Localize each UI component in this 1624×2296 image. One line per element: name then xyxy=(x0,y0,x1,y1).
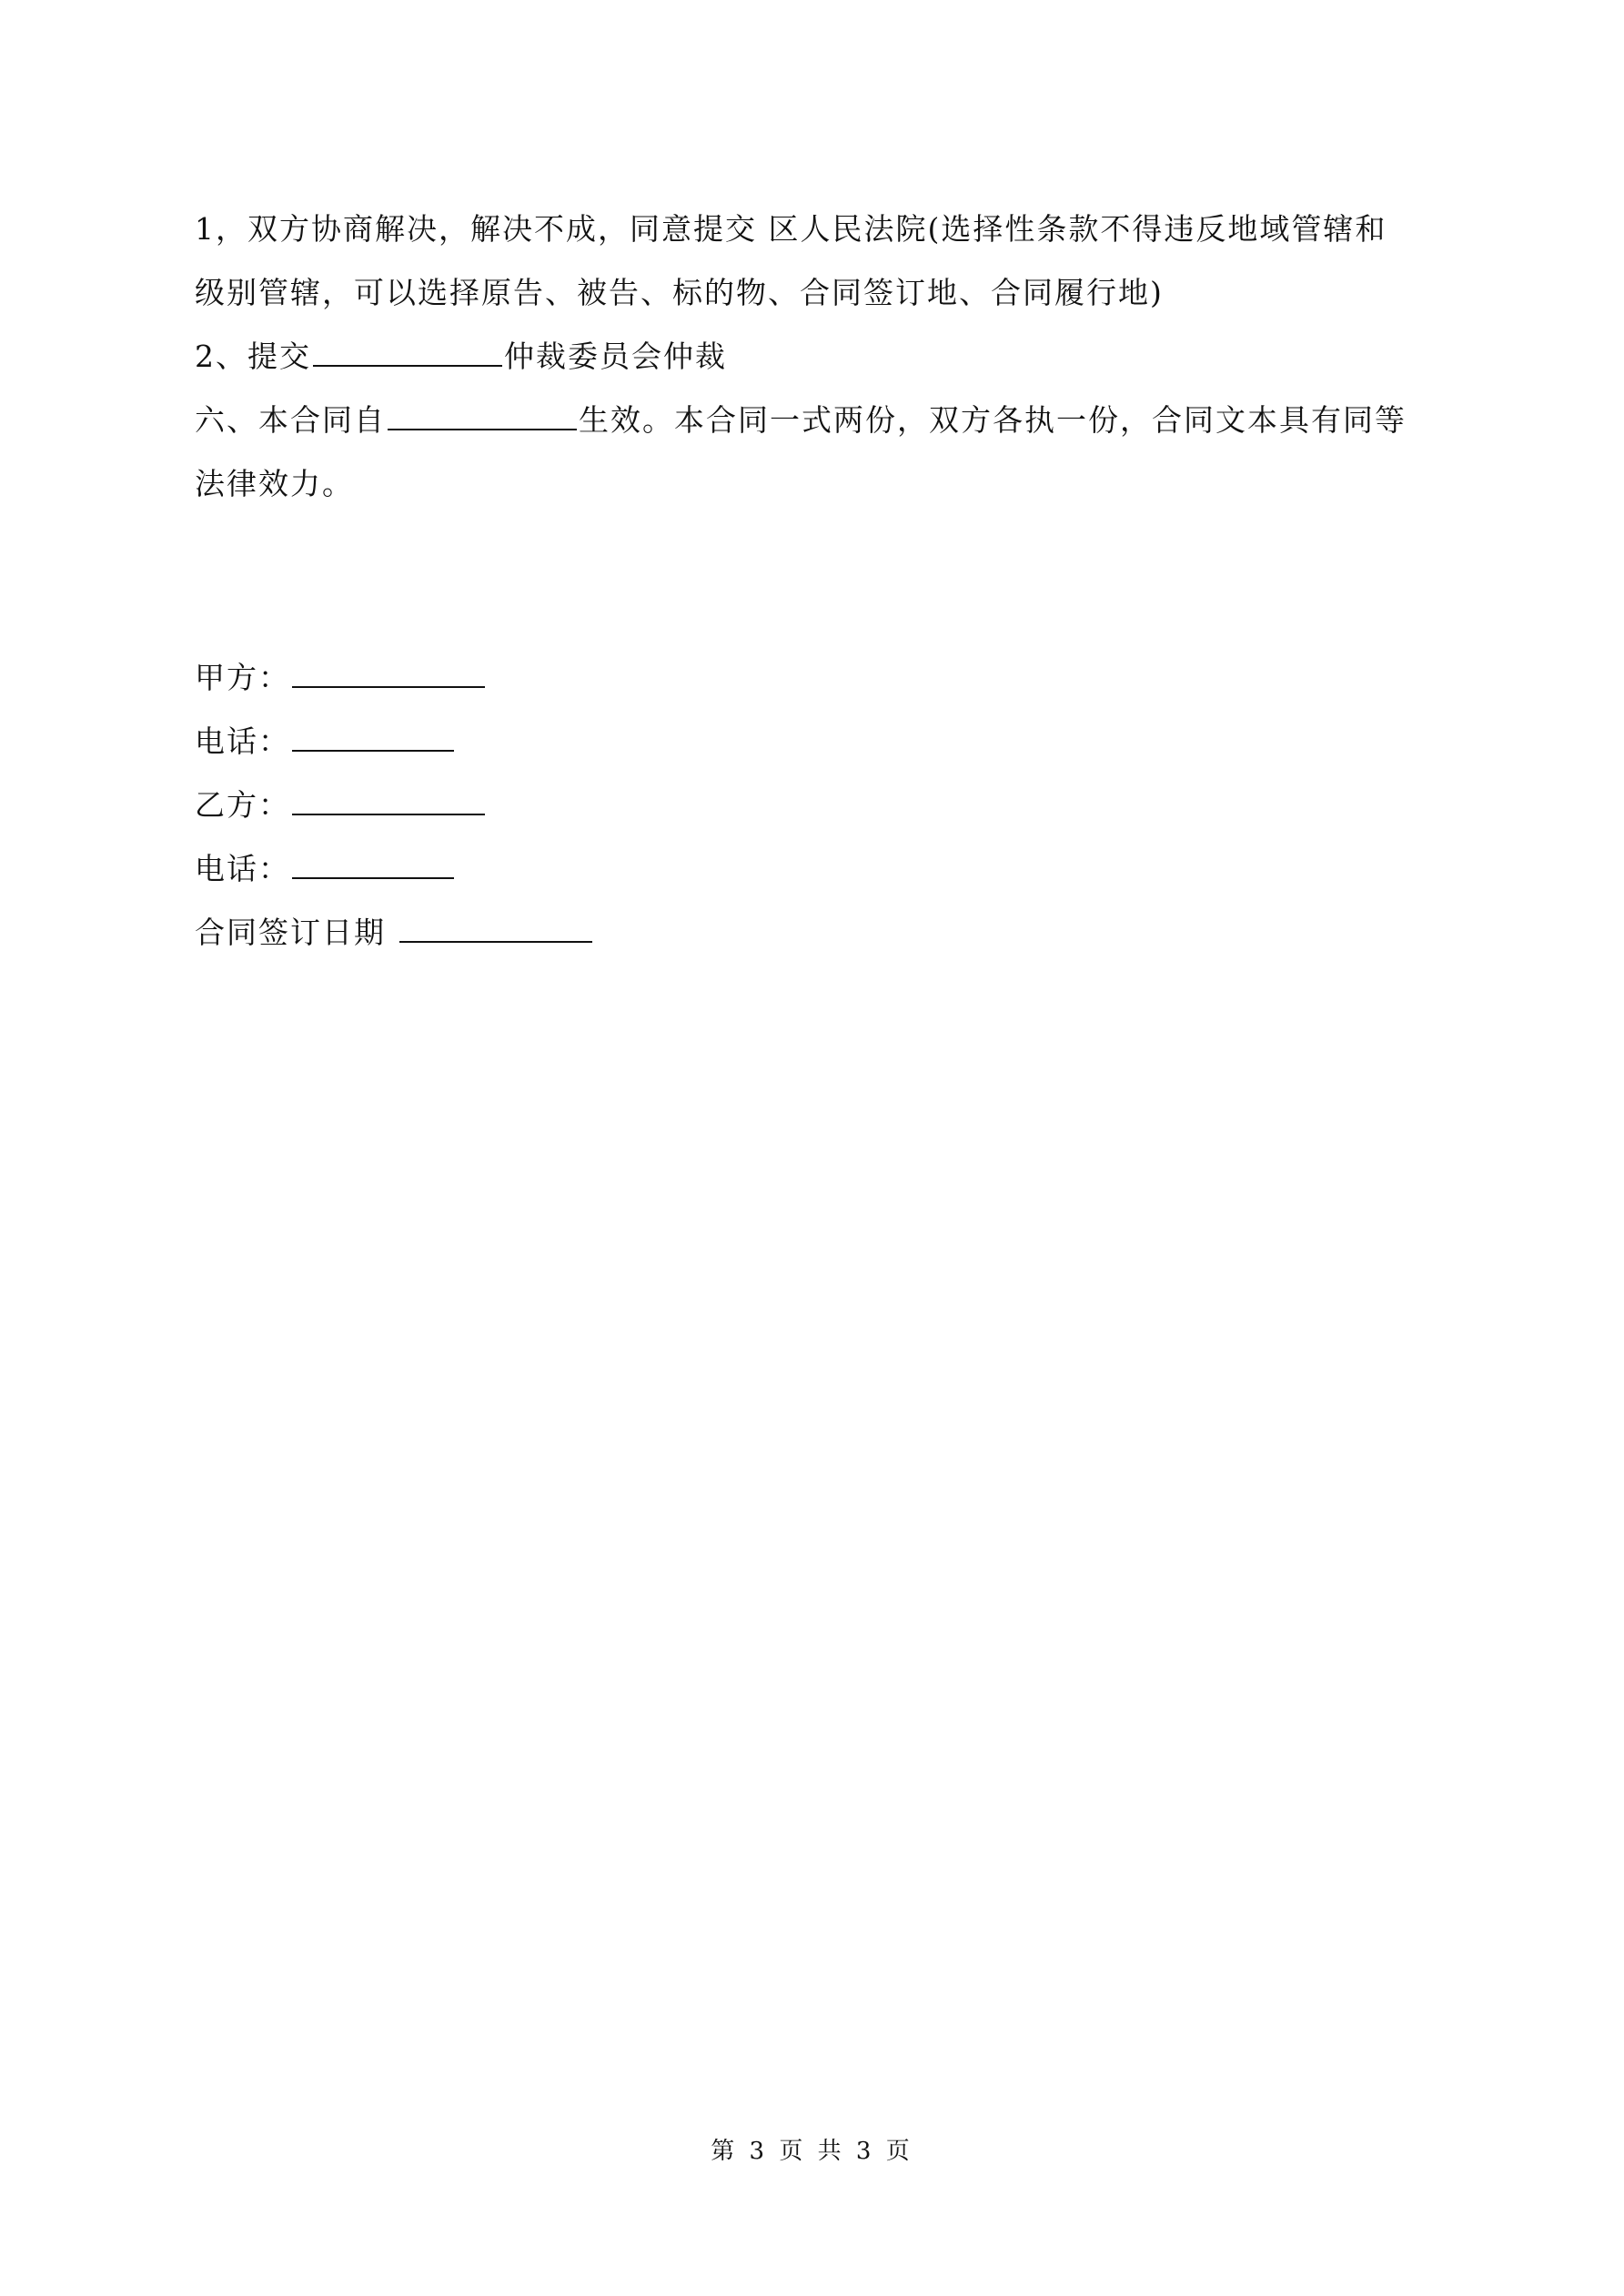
phone-a-label: 电话： xyxy=(195,723,290,759)
sign-date-row xyxy=(195,901,594,965)
party-b-row xyxy=(195,774,594,837)
phone-a-row xyxy=(195,710,594,774)
phone-b-field[interactable] xyxy=(292,846,454,879)
effective-suffix: 生效。本合同一式两份，双方各执一份，合同文本具有同等 xyxy=(579,402,1407,438)
party-a-row xyxy=(195,646,594,710)
party-a-field[interactable] xyxy=(292,655,485,688)
page-number: 第 3 页 共 3 页 xyxy=(711,2138,913,2165)
party-b-label: 乙方： xyxy=(195,787,290,823)
signature-block xyxy=(195,646,594,965)
effective-prefix: 六、本合同自 xyxy=(195,402,386,438)
contract-clauses xyxy=(195,197,1441,516)
sign-date-field[interactable] xyxy=(399,910,592,943)
clause-line-2: 级别管辖，可以选择原告、被告、标的物、合同签订地、合同履行地) xyxy=(195,275,1164,310)
clause-arbitration xyxy=(195,325,1441,389)
party-b-field[interactable] xyxy=(292,783,485,815)
phone-b-row xyxy=(195,837,594,901)
page-footer xyxy=(0,2132,1624,2166)
phone-a-field[interactable] xyxy=(292,719,454,752)
arbitration-prefix: 2、提交 xyxy=(195,339,311,374)
phone-b-label: 电话： xyxy=(195,851,290,886)
party-a-label: 甲方： xyxy=(195,660,290,695)
arbitration-suffix: 仲裁委员会仲裁 xyxy=(504,339,727,374)
clause-effective xyxy=(195,389,1441,452)
clause-line-1: 1，双方协商解决，解决不成，同意提交 区人民法院(选择性条款不得违反地域管辖和 xyxy=(195,211,1387,247)
arbitration-commission-blank[interactable] xyxy=(313,334,502,367)
effective-date-blank[interactable] xyxy=(388,398,577,430)
sign-date-label: 合同签订日期 xyxy=(195,915,386,950)
clause-line-5: 法律效力。 xyxy=(195,466,354,501)
